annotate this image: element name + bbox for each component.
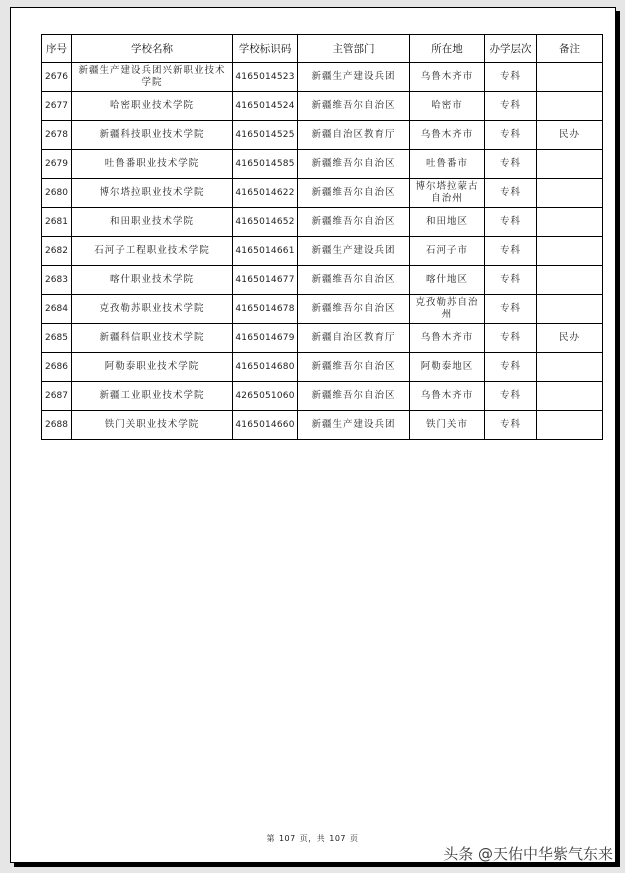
cell-index: 2677 — [42, 92, 72, 121]
header-level: 办学层次 — [485, 35, 537, 63]
page-label-prefix: 第 — [266, 834, 275, 843]
cell-department: 新疆维吾尔自治区 — [298, 353, 410, 382]
cell-school-name: 新疆科技职业技术学院 — [72, 121, 233, 150]
header-school-name: 学校名称 — [72, 35, 233, 63]
cell-school-code: 4165014585 — [233, 150, 298, 179]
cell-school-name: 阿勒泰职业技术学院 — [72, 353, 233, 382]
cell-department: 新疆生产建设兵团 — [298, 411, 410, 440]
cell-school-code: 4165014622 — [233, 179, 298, 208]
cell-note: 民办 — [537, 324, 603, 353]
cell-department: 新疆生产建设兵团 — [298, 63, 410, 92]
current-page-number: 107 — [278, 834, 296, 843]
cell-level: 专科 — [485, 179, 537, 208]
cell-school-name: 克孜勒苏职业技术学院 — [72, 295, 233, 324]
cell-index: 2686 — [42, 353, 72, 382]
cell-location: 乌鲁木齐市 — [410, 121, 485, 150]
cell-index: 2688 — [42, 411, 72, 440]
table-row — [42, 121, 603, 150]
cell-location: 和田地区 — [410, 208, 485, 237]
cell-school-name: 吐鲁番职业技术学院 — [72, 150, 233, 179]
cell-school-code: 4165014523 — [233, 63, 298, 92]
table-row — [42, 150, 603, 179]
cell-level: 专科 — [485, 121, 537, 150]
document-page — [10, 7, 616, 863]
cell-index: 2676 — [42, 63, 72, 92]
total-page-count: 107 — [329, 834, 347, 843]
cell-department: 新疆维吾尔自治区 — [298, 179, 410, 208]
cell-school-name: 博尔塔拉职业技术学院 — [72, 179, 233, 208]
cell-location: 乌鲁木齐市 — [410, 382, 485, 411]
cell-level: 专科 — [485, 295, 537, 324]
cell-school-name: 和田职业技术学院 — [72, 208, 233, 237]
cell-location: 吐鲁番市 — [410, 150, 485, 179]
header-note: 备注 — [537, 35, 603, 63]
cell-location: 铁门关市 — [410, 411, 485, 440]
cell-level: 专科 — [485, 266, 537, 295]
cell-level: 专科 — [485, 353, 537, 382]
cell-note — [537, 295, 603, 324]
cell-note — [537, 237, 603, 266]
cell-school-code: 4165014677 — [233, 266, 298, 295]
cell-school-code: 4265051060 — [233, 382, 298, 411]
table-row — [42, 237, 603, 266]
cell-note — [537, 382, 603, 411]
cell-note: 民办 — [537, 121, 603, 150]
cell-school-code: 4165014652 — [233, 208, 298, 237]
cell-department: 新疆维吾尔自治区 — [298, 295, 410, 324]
cell-level: 专科 — [485, 411, 537, 440]
cell-department: 新疆生产建设兵团 — [298, 237, 410, 266]
cell-level: 专科 — [485, 208, 537, 237]
cell-note — [537, 208, 603, 237]
table-row — [42, 266, 603, 295]
table-row — [42, 382, 603, 411]
cell-location: 喀什地区 — [410, 266, 485, 295]
cell-department: 新疆维吾尔自治区 — [298, 208, 410, 237]
cell-level: 专科 — [485, 324, 537, 353]
school-table — [41, 34, 603, 440]
cell-school-code: 4165014661 — [233, 237, 298, 266]
cell-location: 乌鲁木齐市 — [410, 63, 485, 92]
cell-school-name: 喀什职业技术学院 — [72, 266, 233, 295]
cell-note — [537, 411, 603, 440]
table-row — [42, 92, 603, 121]
watermark: 头条 @天佑中华紫气东来 — [443, 845, 613, 863]
table-row — [42, 179, 603, 208]
cell-department: 新疆维吾尔自治区 — [298, 150, 410, 179]
cell-school-name: 新疆生产建设兵团兴新职业技术学院 — [72, 63, 233, 92]
cell-department: 新疆维吾尔自治区 — [298, 92, 410, 121]
cell-index: 2682 — [42, 237, 72, 266]
cell-note — [537, 150, 603, 179]
cell-note — [537, 179, 603, 208]
cell-location: 克孜勒苏自治州 — [410, 295, 485, 324]
cell-school-name: 石河子工程职业技术学院 — [72, 237, 233, 266]
cell-department: 新疆自治区教育厅 — [298, 324, 410, 353]
cell-index: 2684 — [42, 295, 72, 324]
cell-level: 专科 — [485, 382, 537, 411]
table-row — [42, 295, 603, 324]
cell-note — [537, 266, 603, 295]
cell-location: 乌鲁木齐市 — [410, 324, 485, 353]
cell-department: 新疆维吾尔自治区 — [298, 382, 410, 411]
cell-note — [537, 63, 603, 92]
cell-school-name: 哈密职业技术学院 — [72, 92, 233, 121]
cell-school-code: 4165014679 — [233, 324, 298, 353]
cell-school-name: 铁门关职业技术学院 — [72, 411, 233, 440]
cell-school-name: 新疆工业职业技术学院 — [72, 382, 233, 411]
table-row — [42, 324, 603, 353]
header-school-code: 学校标识码 — [233, 35, 298, 63]
table-row — [42, 63, 603, 92]
cell-level: 专科 — [485, 63, 537, 92]
page-label-mid: 页，共 — [299, 834, 326, 843]
cell-index: 2683 — [42, 266, 72, 295]
cell-school-code: 4165014525 — [233, 121, 298, 150]
cell-level: 专科 — [485, 92, 537, 121]
cell-index: 2687 — [42, 382, 72, 411]
cell-department: 新疆自治区教育厅 — [298, 121, 410, 150]
table-row — [42, 208, 603, 237]
table-row — [42, 411, 603, 440]
cell-level: 专科 — [485, 150, 537, 179]
header-location: 所在地 — [410, 35, 485, 63]
header-department: 主管部门 — [298, 35, 410, 63]
cell-note — [537, 92, 603, 121]
cell-location: 石河子市 — [410, 237, 485, 266]
cell-school-code: 4165014678 — [233, 295, 298, 324]
cell-school-name: 新疆科信职业技术学院 — [72, 324, 233, 353]
cell-index: 2679 — [42, 150, 72, 179]
cell-school-code: 4165014524 — [233, 92, 298, 121]
cell-location: 哈密市 — [410, 92, 485, 121]
cell-index: 2680 — [42, 179, 72, 208]
cell-index: 2681 — [42, 208, 72, 237]
cell-school-code: 4165014660 — [233, 411, 298, 440]
table-row — [42, 353, 603, 382]
cell-index: 2678 — [42, 121, 72, 150]
header-index: 序号 — [42, 35, 72, 63]
cell-index: 2685 — [42, 324, 72, 353]
cell-level: 专科 — [485, 237, 537, 266]
page-label-suffix: 页 — [350, 834, 359, 843]
table-header-row — [42, 35, 603, 63]
cell-location: 博尔塔拉蒙古自治州 — [410, 179, 485, 208]
cell-note — [537, 353, 603, 382]
cell-location: 阿勒泰地区 — [410, 353, 485, 382]
cell-department: 新疆维吾尔自治区 — [298, 266, 410, 295]
cell-school-code: 4165014680 — [233, 353, 298, 382]
